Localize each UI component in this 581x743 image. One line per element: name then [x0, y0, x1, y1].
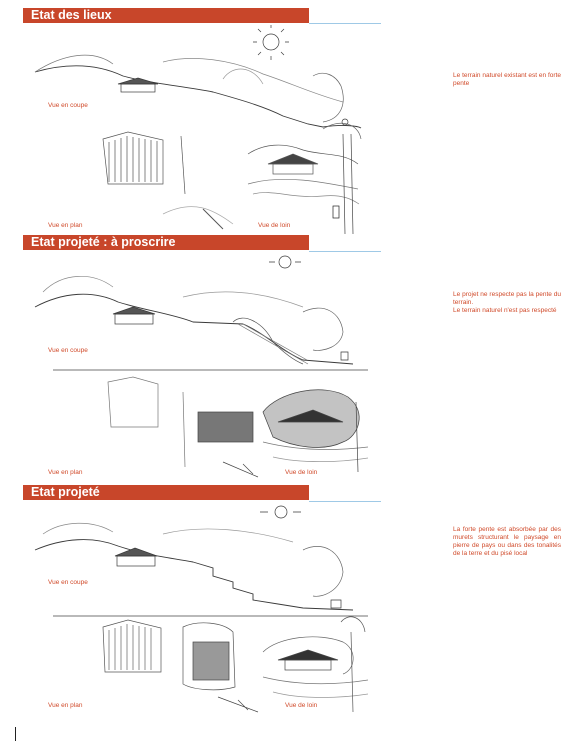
section-1-title: Etat des lieux: [23, 8, 309, 23]
note-line: Le terrain naturel existant est en forte pente: [453, 72, 561, 87]
section-3-caption-loin: Vue de loin: [285, 702, 318, 709]
plan-sketch: [103, 132, 233, 229]
margin-mark: [15, 727, 16, 741]
sun-sketch: [260, 506, 301, 518]
sun-sketch: [253, 25, 289, 60]
house-section-sketch: [118, 78, 158, 92]
plan-sketch: [108, 377, 258, 477]
section-2-caption-loin: Vue de loin: [285, 469, 318, 476]
note-line: Le terrain naturel n'est pas respecté: [453, 307, 557, 314]
section-1-caption-loin: Vue de loin: [258, 222, 291, 229]
house-section-sketch: [113, 307, 155, 324]
section-3-caption-coupe: Vue en coupe: [48, 579, 88, 586]
section-2-title: Etat projeté : à proscrire: [23, 235, 309, 250]
section-3-caption-plan: Vue en plan: [48, 702, 83, 709]
section-3-title: Etat projeté: [23, 485, 309, 500]
section-1-sketch: [23, 24, 363, 234]
section-2-caption-plan: Vue en plan: [48, 469, 83, 476]
note-line: La forte pente est absorbée par des murets structurant le paysage en pierre de pays ou dans des tonalités de la terre et du pisé local: [453, 526, 561, 557]
far-view-sketch: [263, 390, 368, 472]
section-2-note: [453, 291, 561, 315]
section-3-sketch: [23, 502, 368, 722]
section-3-note: [453, 526, 561, 558]
section-2-caption-coupe: Vue en coupe: [48, 347, 88, 354]
section-1-note: [453, 72, 561, 88]
far-view-sketch: [263, 617, 368, 712]
section-2-sketch: [23, 252, 368, 482]
far-view-sketch: [248, 123, 361, 234]
house-section-sketch: [115, 548, 157, 566]
note-line: Le projet ne respecte pas la pente du terrain.: [453, 291, 561, 306]
section-1-caption-coupe: Vue en coupe: [48, 102, 88, 109]
sun-sketch: [269, 256, 301, 268]
section-1-caption-plan: Vue en plan: [48, 222, 83, 229]
plan-sketch: [103, 620, 258, 712]
